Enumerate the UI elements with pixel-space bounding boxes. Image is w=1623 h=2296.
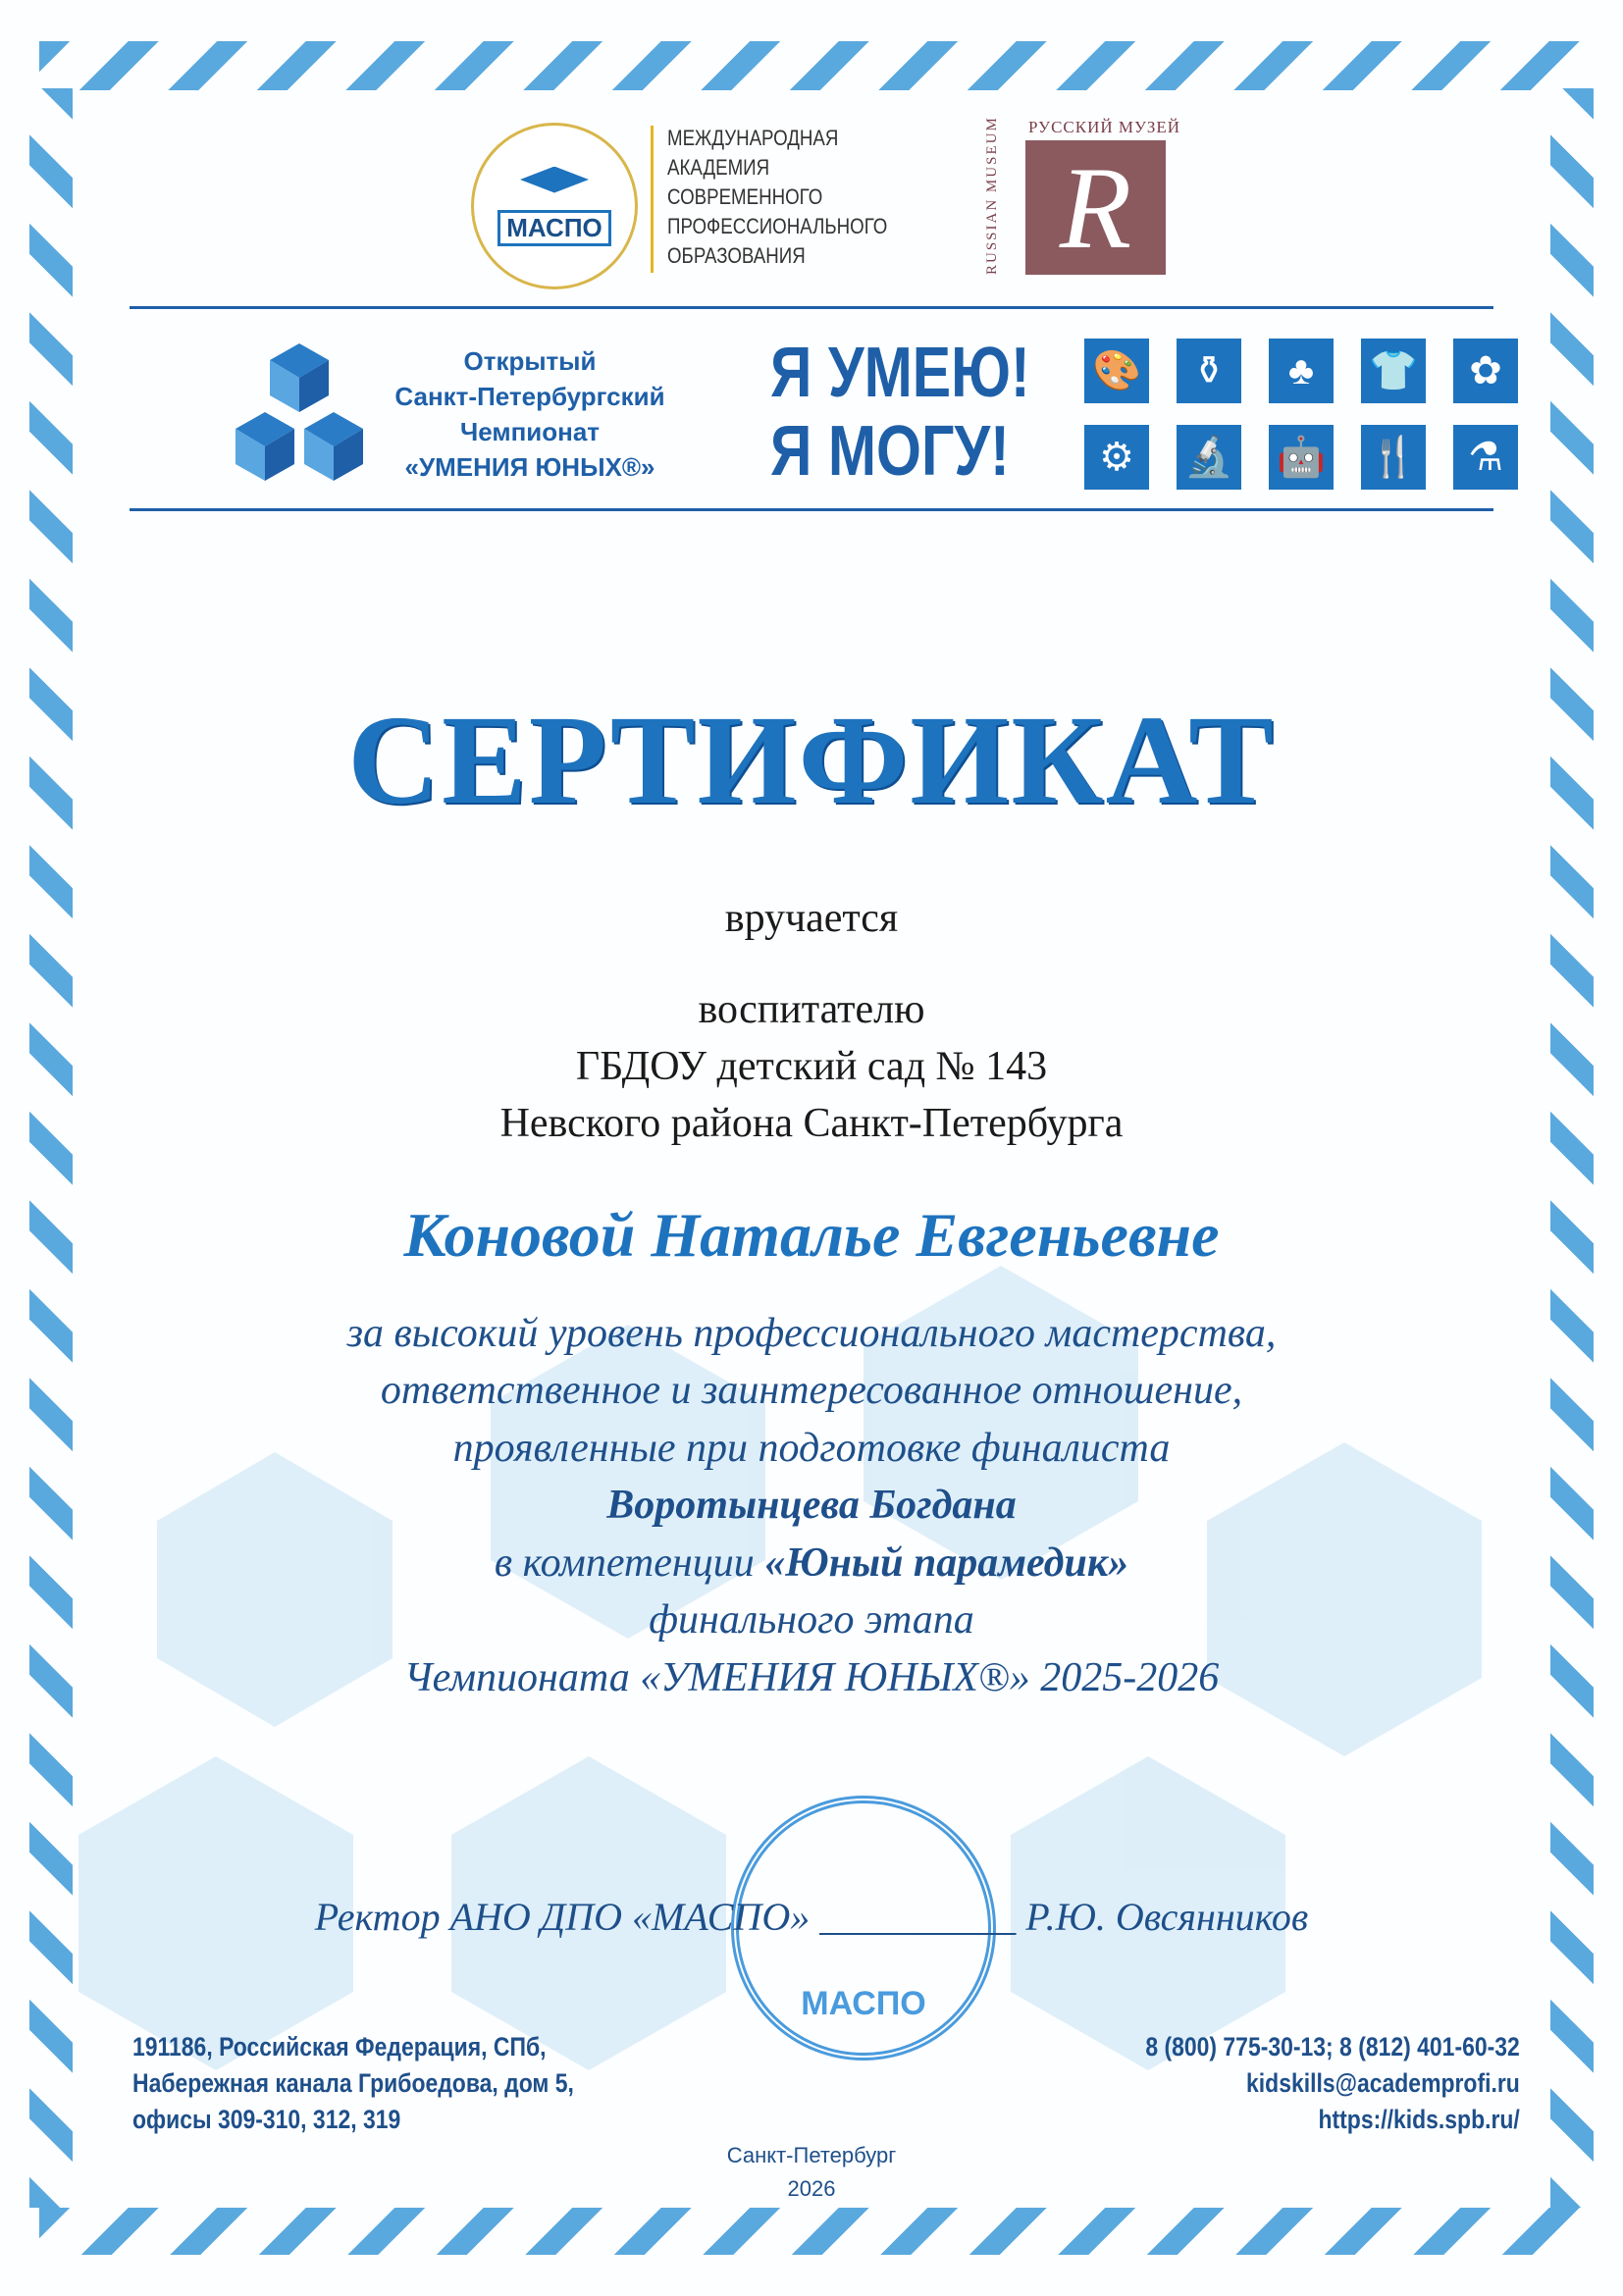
academy-line: МЕЖДУНАРОДНАЯ [667,126,839,150]
divider [651,126,654,273]
gears-icon: ⚙ [1084,425,1149,490]
awarded-text: вручается [724,896,899,941]
maspo-logo [471,123,638,289]
city-text: Санкт-Петербург [726,2143,897,2167]
recipient-district: Невского района Санкт-Петербурга [499,1101,1124,1146]
museum-side-text: RUSSIAN MUSEUM [984,116,1000,275]
recipient-org: ГБДОУ детский сад № 143 [575,1044,1048,1089]
slogan-line: Я УМЕЮ! [770,334,1030,412]
palette-icon: 🎨 [1084,339,1149,403]
certificate-title: СЕРТИФИКАТ [347,690,1276,831]
academy-line: ПРОФЕССИОНАЛЬНОГО [667,214,888,238]
recipient-name: Коновой Наталье Евгеньевне [403,1200,1220,1270]
academy-name [667,124,887,271]
footer-address [132,2029,574,2138]
championship-line: «УМЕНИЯ ЮНЫХ®» [404,452,655,482]
header-rule [130,306,1493,309]
recipient-role: воспитателю [698,987,925,1032]
signatory-position: Ректор АНО ДПО «МАСПО» [314,1895,820,1939]
border-right [1550,88,1594,2208]
finalist-name: Воротынцева Богдана [606,1483,1017,1528]
website-link[interactable]: https://kids.spb.ru/ [1318,2105,1520,2134]
museum-title: РУССКИЙ МУЗЕЙ [1028,118,1180,136]
footer-city [0,2139,1623,2206]
event-text: Чемпионата «УМЕНИЯ ЮНЫХ®» 2025-2026 [403,1655,1220,1700]
signature-line [0,1894,1623,1940]
header-rule-bottom [130,508,1493,511]
robot-icon: 🤖 [1269,425,1334,490]
flask-icon: ⚗ [1453,425,1518,490]
cubes-logo-icon [226,339,373,486]
academy-line: СОВРЕМЕННОГО [667,184,823,209]
border-left [29,88,73,2208]
reason-line: за высокий уровень профессионального мастерства, [346,1311,1277,1356]
address-line: офисы 309-310, 312, 319 [132,2105,401,2134]
championship-line: Открытый [463,346,597,376]
flower-icon: ✿ [1453,339,1518,403]
tree-icon: ♣ [1269,339,1334,403]
email-link[interactable]: kidskills@academprofi.ru [1246,2068,1520,2098]
address-line: 191186, Российская Федерация, СПб, [132,2032,547,2061]
championship-line: Чемпионат [459,417,601,446]
slogan-line: Я МОГУ! [770,412,1010,491]
stamp-text: МАСПО [801,1985,926,2022]
reason-line: ответственное и заинтересованное отношение, [380,1368,1243,1413]
reason-line: проявленные при подготовке финалиста [452,1426,1171,1471]
maspo-logo-text: МАСПО [497,210,610,246]
graduation-cap-icon [520,167,589,196]
competence-name: «Юный парамедик» [764,1540,1129,1586]
cutlery-icon: 🍴 [1361,425,1426,490]
championship-line: Санкт-Петербургский [394,382,665,411]
vase-icon: ⚱ [1177,339,1241,403]
competence-prefix: в компетенции [494,1540,765,1586]
border-top [39,41,1584,90]
competence-icons [1084,339,1518,490]
signature-blank: __________ [819,1895,1017,1939]
signatory-name: Р.Ю. Овсянников [1016,1895,1309,1939]
academy-line: АКАДЕМИЯ [667,155,770,180]
academy-line: ОБРАЗОВАНИЯ [667,243,806,268]
shirt-icon: 👕 [1361,339,1426,403]
russian-museum-logo: R [1025,140,1166,275]
championship-name [373,343,687,485]
phone-numbers: 8 (800) 775-30-13; 8 (812) 401-60-32 [1145,2032,1520,2061]
year-text: 2026 [787,2176,836,2201]
competence-line [0,1539,1623,1587]
footer-contacts [1146,2029,1520,2138]
address-line: Набережная канала Грибоедова, дом 5, [132,2068,574,2098]
slogan [770,334,1030,491]
microscope-icon: 🔬 [1177,425,1241,490]
stage-text: финального этапа [649,1597,974,1643]
